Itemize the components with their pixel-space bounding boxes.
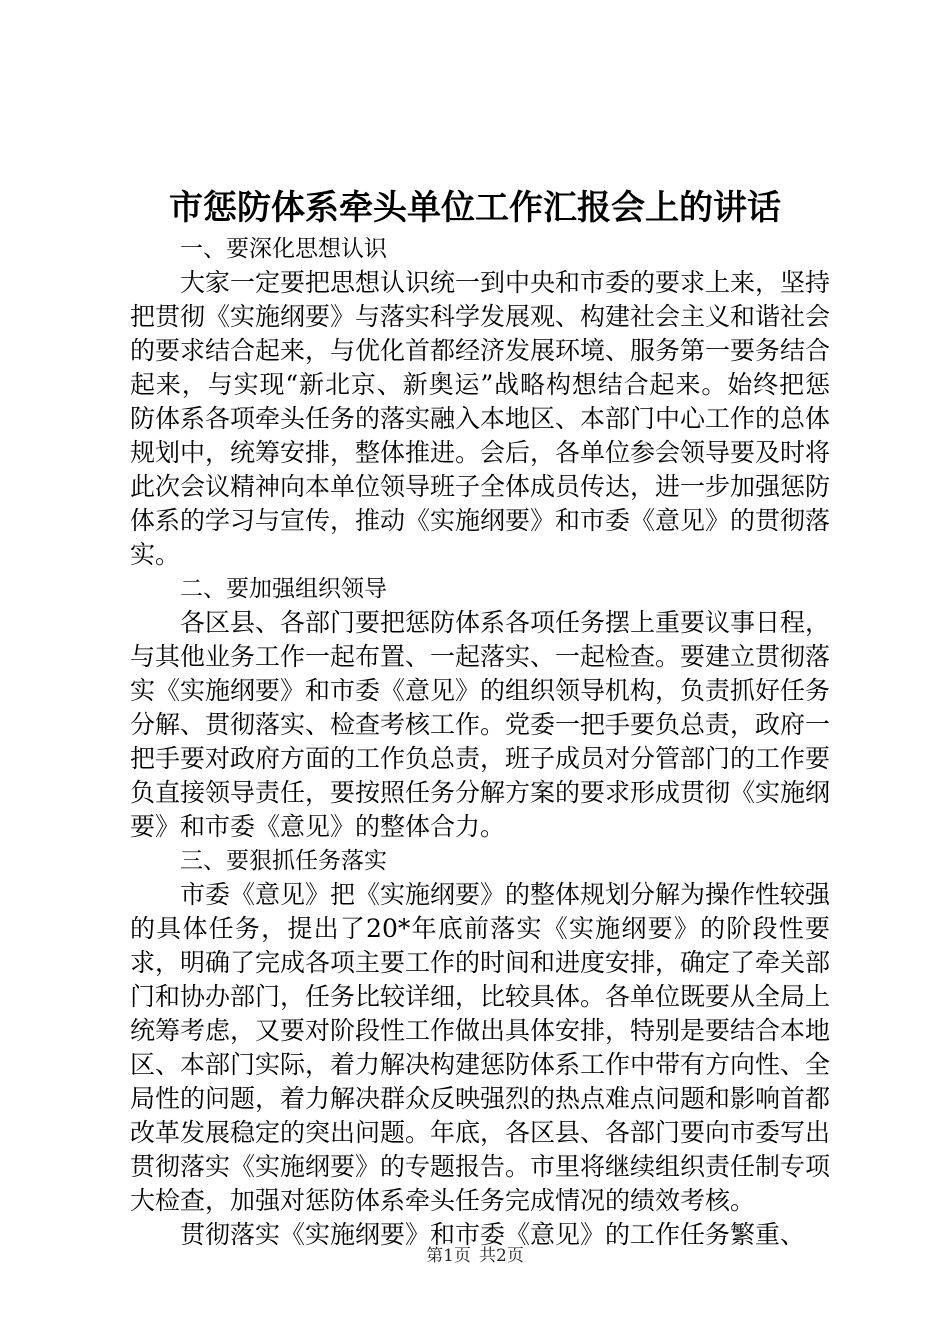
page-footer [0,1244,950,1268]
section-heading: 二、要加强组织领导 [180,576,387,602]
page-total: 共2页 [479,1246,524,1266]
document-body [130,232,830,1252]
section-heading: 一、要深化思想认识 [180,236,387,262]
body-paragraph: 贯彻落实《实施纲要》和市委《意见》的工作任务繁重、 [180,1220,806,1249]
body-paragraph: 各区县、各部门要把惩防体系各项任务摆上重要议事日程，与其他业务工作一起布置、一起落实、一起检查。要建立贯彻落实《实施纲要》和市委《意见》的组织领导机构，负责抓好任务分解、贯彻落实、检查考核工作。党委一把手要负总责，政府一把手要对政府方面的工作负总责，班子成员对分管部门的工作要负直接领导责任，要按照任务分解方案的要求形成贯彻《实施纲要》和市委《意见》的整体合力。 [130,608,831,841]
page-number: 第1页 [426,1246,471,1266]
document-title: 市惩防体系牵头单位工作汇报会上的讲话 [169,188,781,228]
section-heading: 三、要狠抓任务落实 [180,848,387,874]
body-paragraph: 大家一定要把思想认识统一到中央和市委的要求上来，坚持把贯彻《实施纲要》与落实科学发展观、构建社会主义和谐社会的要求结合起来，与优化首都经济发展环境、服务第一要务结合起来，与实现“新北京、新奥运”战略构想结合起来。始终把惩防体系各项牵头任务的落实融入本地区、本部门中心工作的总体规划中，统筹安排，整体推进。会后，各单位参会领导要及时将此次会议精神向本单位领导班子全体成员传达，进一步加强惩防体系的学习与宣传，推动《实施纲要》和市委《意见》的贯彻落实。 [130,268,831,569]
body-paragraph: 市委《意见》把《实施纲要》的整体规划分解为操作性较强的具体任务，提出了20*年底前落实《实施纲要》的阶段性要求，明确了完成各项主要工作的时间和进度安排，确定了牵关部门和协办部门，任务比较详细，比较具体。各单位既要从全局上统筹考虑，又要对阶段性工作做出具体安排，特别是要结合本地区、本部门实际，着力解决构建惩防体系工作中带有方向性、全局性的问题，着力解决群众反映强烈的热点难点问题和影响首都改革发展稳定的突出问题。年底，各区县、各部门要向市委写出贯彻落实《实施纲要》的专题报告。市里将继续组织责任制专项大检查，加强对惩防体系牵头任务完成情况的绩效考核。 [130,880,831,1215]
